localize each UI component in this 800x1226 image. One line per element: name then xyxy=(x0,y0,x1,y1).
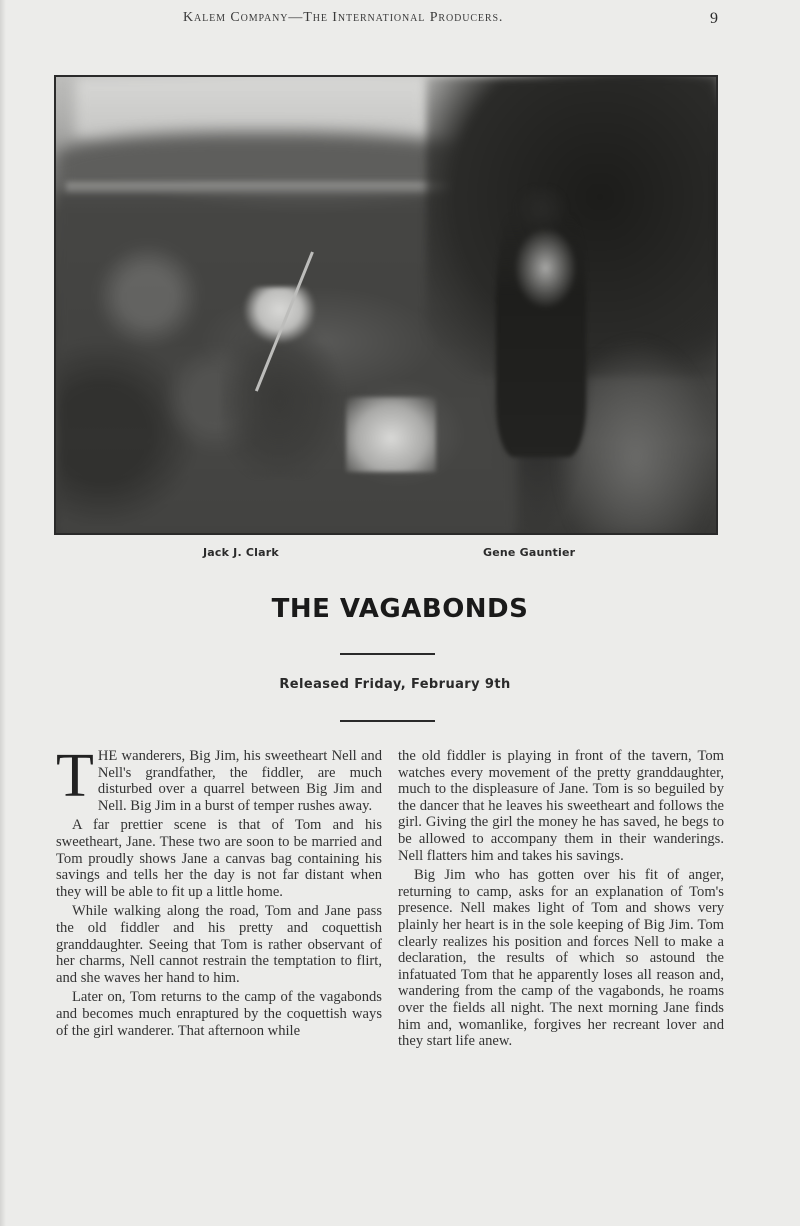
photo-caption-left: Jack J. Clark xyxy=(203,546,279,559)
drop-cap: T xyxy=(56,742,94,810)
film-still-photo xyxy=(54,75,718,535)
article-column-left xyxy=(56,742,382,1042)
release-divider xyxy=(340,720,435,722)
article-paragraph: Big Jim who has gotten over his fit of anger, returning to camp, asks for an explanation of Tom's presence. Nell makes light of Tom and shows very plainly her heart is in the sole keeping of Big Jim. Tom clearly realizes his position and forces Nell to make a declaration, the results of which so astound the infatuated Tom that he apparently loses all reason and, wandering from the camp of the vagabonds, he roams over the fields all night. The next morning Jane finds him and, womanlike, forgives her recreant lover and they start life anew. xyxy=(398,867,724,1050)
release-date: Released Friday, February 9th xyxy=(279,677,511,692)
running-head xyxy=(0,10,800,30)
page-number: 9 xyxy=(710,10,718,27)
article-title: THE VAGABONDS xyxy=(271,594,529,624)
running-title: Kalem Company—The International Producers. xyxy=(183,10,504,25)
article-paragraph: THE wanderers, Big Jim, his sweetheart Nell and Nell's grandfather, the fiddler, are much disturbed over a quarrel between Big Jim and Nell. Big Jim in a burst of temper rushes away. xyxy=(56,742,382,814)
article-paragraph: the old fiddler is playing in front of the tavern, Tom watches every movement of the pretty granddaughter, much to the displeasure of Jane. Tom is so beguiled by the dancer that he leaves his sweetheart and follows the girl. Giving the girl the money he has saved, he begs to be allowed to accompany them in their wanderings. Nell flatters him and takes his savings. xyxy=(398,748,724,864)
article-paragraph: Later on, Tom returns to the camp of the vagabonds and becomes much enraptured by the coquettish ways of the girl wanderer. That afternoon while xyxy=(56,989,382,1039)
article-paragraph: A far prettier scene is that of Tom and his sweetheart, Jane. These two are soon to be married and Tom proudly shows Jane a canvas bag containing his savings and tells her the day is not far distant when they will be able to fit up a little home. xyxy=(56,817,382,900)
photo-caption-right: Gene Gauntier xyxy=(483,546,576,559)
photo-bundle xyxy=(346,397,436,472)
article-paragraph: While walking along the road, Tom and Jane pass the old fiddler and his pretty and coquettish granddaughter. Seeing that Tom is rather observant of her charms, Nell cannot restrain the temptation to flirt, and she waves her hand to him. xyxy=(56,903,382,986)
title-divider xyxy=(340,653,435,655)
photo-girl-figure xyxy=(496,187,586,457)
article-column-right xyxy=(398,748,724,1053)
